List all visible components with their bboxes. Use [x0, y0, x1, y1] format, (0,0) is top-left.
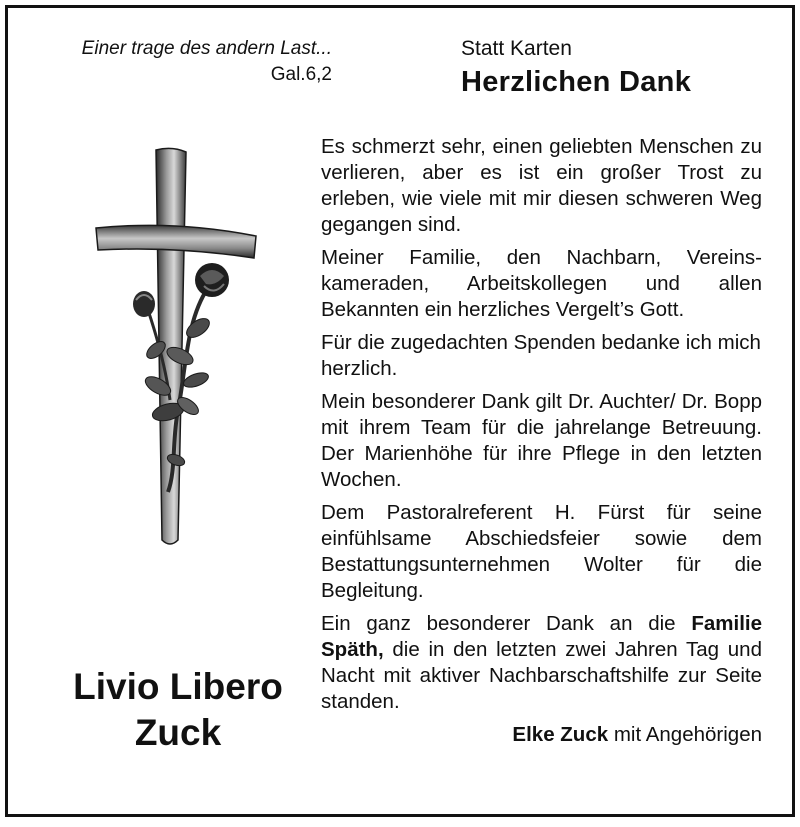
deceased-surname: Zuck — [134, 712, 222, 753]
bible-verse — [48, 36, 332, 88]
deceased-name — [38, 664, 318, 756]
final-rest: die in den letzten zwei Jahren Tag und Nacht mit aktiver Nachbarschaftshilfe zur Seite standen. — [321, 638, 762, 713]
signature — [321, 722, 762, 748]
family-name: Familie Späth, — [321, 612, 762, 661]
thank-you-text — [321, 134, 762, 748]
paragraph: Mein besonderer Dank gilt Dr. Auchter/ Dr. Bopp mit ihrem Team für die jahrelange Betreuung. Der Marienhöhe für ihre Pflege in den letzten Wochen. — [321, 390, 762, 491]
signature-suffix: mit Angehörigen — [613, 723, 762, 746]
deceased-first-names: Livio Libero — [73, 666, 283, 707]
header-title: Herzlichen Dank — [461, 66, 692, 98]
signature-name: Elke Zuck — [512, 723, 609, 746]
cross-with-rose-icon — [86, 140, 266, 555]
final-paragraph — [321, 611, 762, 715]
verse-quote: Einer trage des andern Last... — [81, 38, 332, 59]
cross-illustration — [86, 140, 266, 550]
notice-header — [461, 35, 691, 99]
verse-reference: Gal.6,2 — [270, 64, 332, 85]
paragraph: Für die zugedachten Spenden bedanke ich mich herzlich. — [321, 331, 761, 380]
paragraph: Dem Pastoralreferent H. Fürst für seine einfühlsame Abschiedsfeier sowie dem Bestattungsunternehmen Wolter für die Begleitung. — [321, 501, 762, 602]
paragraph: Meiner Familie, den Nachbarn, Vereinskameraden, Arbeitskollegen und allen Bekannten ein herzliches Vergelt’s Gott. — [321, 246, 762, 321]
final-intro: Ein ganz besonderer Dank an die — [321, 612, 676, 635]
paragraph: Es schmerzt sehr, einen geliebten Menschen zu verlieren, aber es ist ein großer Trost zu erleben, wie viele mit mir diesen schweren Weg gegangen sind. — [321, 135, 762, 236]
death-notice-card — [5, 5, 795, 817]
header-subtitle: Statt Karten — [461, 37, 572, 60]
